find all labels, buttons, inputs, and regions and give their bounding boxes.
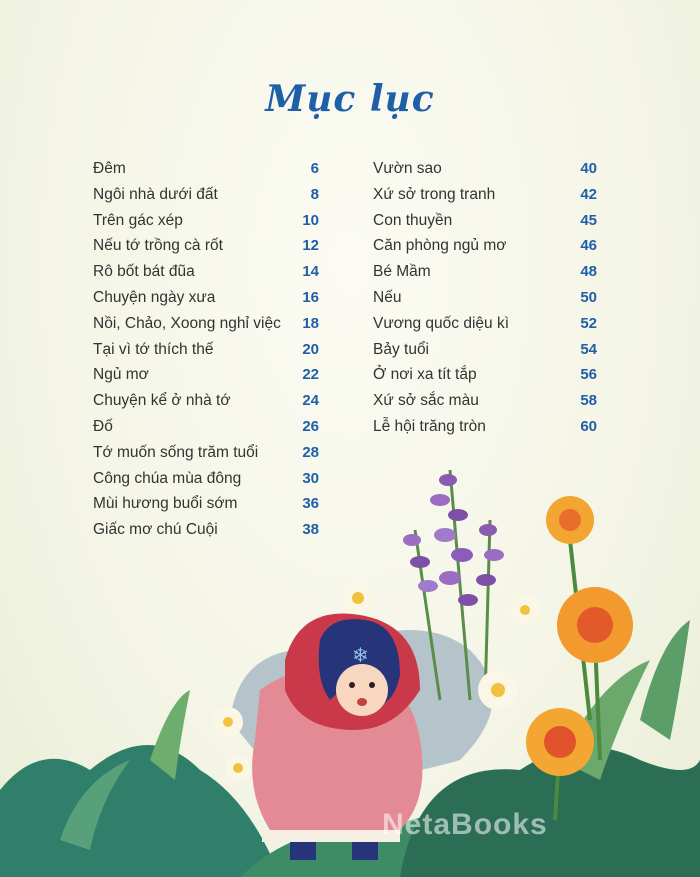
toc-entry-label: Công chúa mùa đông [93, 469, 242, 487]
toc-entry-page: 54 [580, 340, 597, 358]
toc-entry-page: 40 [580, 160, 597, 177]
toc-entry-page: 50 [580, 288, 597, 306]
toc-entry-label: Đố [93, 417, 113, 435]
toc-entry[interactable] [93, 392, 319, 418]
toc-entry[interactable] [373, 212, 597, 238]
toc-entry-label: Chuyện ngày xưa [93, 288, 216, 306]
toc-entry[interactable] [373, 315, 597, 341]
toc-entry-page: 52 [580, 314, 597, 332]
toc-entry-page: 12 [302, 237, 319, 255]
toc-entry[interactable] [373, 237, 597, 263]
toc-entry-label: Đêm [93, 160, 126, 177]
toc-entry-label: Tớ muốn sống trăm tuổi [93, 443, 259, 461]
toc-entry[interactable] [373, 263, 597, 289]
toc-entry-page: 46 [580, 237, 597, 255]
toc-entry-page: 28 [302, 443, 319, 461]
toc-entry-label: Căn phòng ngủ mơ [373, 237, 507, 255]
leaf-blade-4 [640, 620, 690, 740]
toc-entry[interactable] [93, 289, 319, 315]
toc-entry-page: 10 [302, 211, 319, 229]
toc-entry-label: Vương quốc diệu kì [373, 314, 510, 332]
toc-entry-page: 16 [302, 288, 319, 306]
snowflake-icon: ❄ [352, 643, 369, 667]
toc-entry-label: Nếu [373, 288, 402, 306]
watermark: NetaBooks [382, 808, 548, 841]
toc-entry-page: 45 [580, 211, 597, 229]
toc-entry-label: Rô bốt bát đũa [93, 263, 195, 281]
toc-entry-label: Bé Mầm [373, 263, 431, 281]
toc-entry[interactable] [93, 186, 319, 212]
toc-entry-page: 56 [580, 366, 597, 384]
toc-entry[interactable] [373, 366, 597, 392]
toc-entry-page: 60 [580, 417, 597, 435]
toc-entry-page: 8 [310, 185, 319, 203]
toc-entry[interactable] [373, 160, 597, 186]
toc-entry[interactable] [373, 289, 597, 315]
toc-entry[interactable] [373, 186, 597, 212]
toc-entry-page: 18 [302, 314, 319, 332]
toc-entry[interactable] [93, 263, 319, 289]
toc-entry[interactable] [93, 237, 319, 263]
toc-entry-label: Ngủ mơ [93, 366, 149, 384]
toc-entry[interactable] [373, 392, 597, 418]
toc-entry-label: Ngôi nhà dưới đất [93, 185, 218, 203]
toc-entry[interactable] [373, 341, 597, 367]
toc-entry-page: 36 [302, 495, 319, 513]
girl-fur-trim [262, 830, 400, 842]
toc-entry-page: 42 [580, 185, 597, 203]
toc-entry[interactable] [93, 212, 319, 238]
toc-entry-label: Nồi, Chảo, Xoong nghỉ việc [93, 314, 281, 332]
toc-entry-label: Trên gác xép [93, 211, 183, 229]
toc-entry-label: Nếu tớ trồng cà rốt [93, 237, 223, 255]
toc-entry-label: Mùi hương buổi sớm [93, 495, 238, 513]
toc-entry-page: 6 [310, 160, 319, 177]
toc-entry-page: 58 [580, 392, 597, 410]
page-title: Mục lục [265, 78, 435, 120]
toc-entry[interactable] [93, 160, 319, 186]
toc-entry[interactable] [93, 341, 319, 367]
garden-illustration [0, 440, 700, 877]
toc-entry-label: Bảy tuổi [373, 340, 430, 358]
toc-entry-page: 38 [302, 521, 319, 539]
toc-entry-label: Lễ hội trăng tròn [373, 417, 486, 435]
toc-entry-label: Xứ sở trong tranh [373, 185, 496, 203]
toc-entry-page: 20 [302, 340, 319, 358]
toc-entry-label: Ở nơi xa tít tắp [373, 366, 477, 384]
toc-entry-label: Con thuyền [373, 211, 453, 229]
girl-face [336, 664, 388, 716]
toc-entry-label: Tại vì tớ thích thế [93, 340, 214, 358]
toc-entry-page: 26 [302, 417, 319, 435]
toc-entry-label: Giấc mơ chú Cuội [93, 521, 218, 539]
toc-entry-page: 30 [302, 469, 319, 487]
toc-entry-label: Chuyện kể ở nhà tớ [93, 392, 231, 410]
toc-column-right [373, 160, 597, 444]
toc-entry-label: Vườn sao [373, 160, 442, 177]
toc-entry[interactable] [93, 366, 319, 392]
toc-entry-page: 14 [302, 263, 319, 281]
toc-entry-page: 48 [580, 263, 597, 281]
toc-entry[interactable] [93, 315, 319, 341]
toc-entry-label: Xứ sở sắc màu [373, 392, 479, 410]
toc-entry-page: 24 [302, 392, 319, 410]
toc-entry-page: 22 [302, 366, 319, 384]
